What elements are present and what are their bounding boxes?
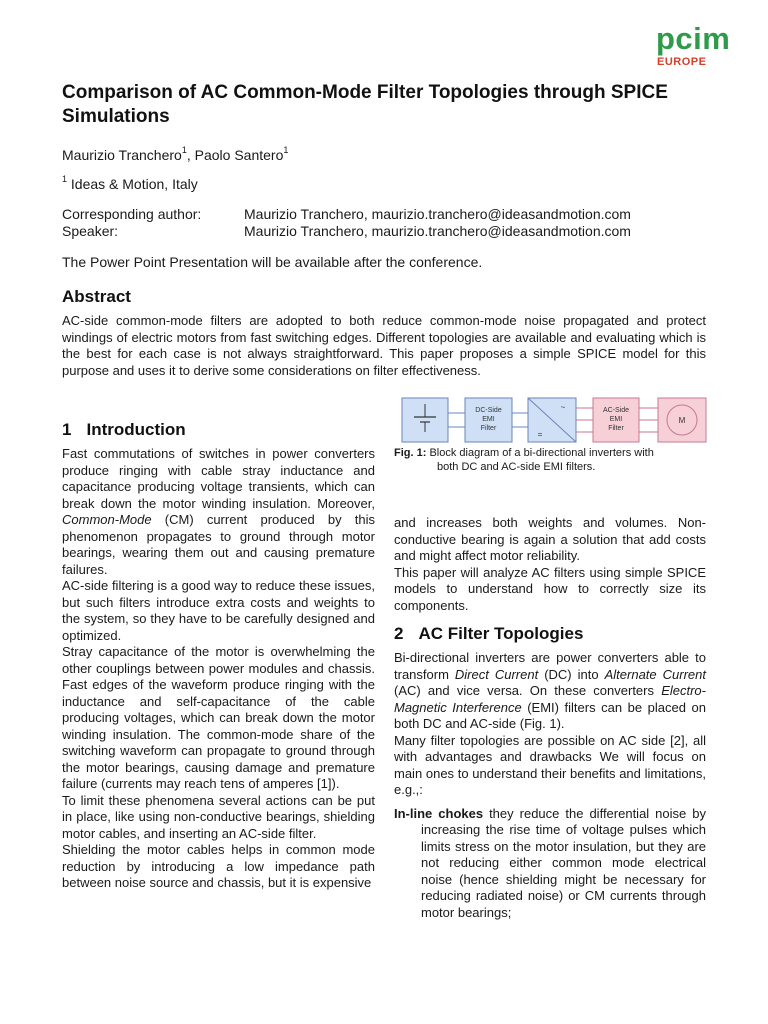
speaker-label: Speaker:: [62, 223, 119, 239]
author-2-affiliation-mark: 1: [283, 145, 289, 156]
pcim-logo: pcim: [656, 21, 731, 56]
presentation-notice: The Power Point Presentation will be available after the conference.: [62, 254, 483, 270]
corresponding-author-value: Maurizio Tranchero, maurizio.tranchero@ideasandmotion.com: [244, 206, 631, 222]
ac-filter-label-1: AC-Side: [602, 407, 630, 414]
authors: [62, 147, 288, 164]
topologies-paragraph-1: Bi-directional inverters are power converters able to transform Direct Current (DC) into Alternate Current (AC) and vice versa. On these converters Electro-Magnetic Interference (EMI) filters can be placed on both DC and AC-side (Fig. 1).: [394, 650, 706, 731]
ac-filter-label-2: EMI: [609, 416, 623, 423]
introduction-right-column: [394, 515, 706, 614]
dc-filter-label-1: DC-Side: [475, 407, 502, 414]
topologies-paragraph-2: Many filter topologies are possible on AC side [2], all with advantages and drawbacks We will focus on main ones to understand their benefits and limitations, e.g.,:: [394, 732, 706, 797]
figure-1-block-diagram: [400, 396, 712, 444]
pcim-logo-europe: EUROPE: [657, 56, 707, 68]
author-separator: ,: [186, 147, 195, 163]
dc-filter-label-3: Filter: [480, 425, 497, 432]
ac-filter-topologies-text: [394, 650, 706, 921]
ac-filter-label-3: Filter: [608, 425, 624, 432]
intro-paragraph-1: Fast commutations of switches in power converters produce ringing with cable stray inductance and capacitance producing voltage transients, which can break down the motor winding insulation. Moreover, Common-Mode (CM) current produced by this phenomenon propagates to ground through motor bearings, wearing them out and causing premature failures.: [62, 446, 375, 577]
author-1: Maurizio Tranchero: [62, 147, 182, 163]
section-2-number: 2: [394, 624, 404, 643]
in-line-chokes-item: In-line chokes they reduce the differential noise by increasing the rise time of voltage pulses which limits stress on the motor insulation, but they are not reducing either common mode electrical noise (hence shielding might be necessary for reducing radiated noise) or CM currents through motor bearings;: [394, 805, 706, 920]
author-2: Paolo Santero: [194, 147, 284, 163]
affiliation-mark: 1: [62, 174, 68, 185]
introduction-left-column: [62, 446, 375, 892]
section-1-title: Introduction: [86, 420, 186, 439]
author-1-affiliation-mark: 1: [181, 145, 187, 156]
affiliation-text: Ideas & Motion, Italy: [67, 176, 198, 192]
motor-label: M: [678, 416, 686, 425]
intro-paragraph-5-continued: and increases both weights and volumes. Non-conductive bearing is again a solution that add costs and might affect motor reliability.: [394, 515, 706, 563]
caption-label: Fig. 1:: [394, 447, 427, 459]
dc-filter-label-2: EMI: [482, 416, 495, 423]
inverter-ac-symbol: ~: [560, 403, 566, 412]
affiliation: [62, 176, 198, 193]
abstract-heading: Abstract: [62, 287, 131, 306]
in-line-chokes-term: In-line chokes: [394, 805, 484, 821]
figure-1-caption: [394, 446, 714, 474]
paper-title: Comparison of AC Common-Mode Filter Topologies through SPICE Simulations: [62, 82, 668, 127]
intro-paragraph-3: Stray capacitance of the motor is overwhelming the other couplings between power modules and chassis. Fast edges of the waveform produce ringing with the inductance and self-capacitance of the cable producing voltages, which can break down the motor winding insulation. The common-mode share of the switching waveform can propagate to ground through the motor bearings, causing damage and premature failure (currents may reach tens of amperes [1]).: [62, 644, 375, 791]
caption-line-2: both DC and AC-side EMI filters.: [437, 461, 596, 473]
intro-paragraph-2: AC-side filtering is a good way to reduce these issues, but such filters introduce extra costs and weights to the system, so they have to be carefully designed and optimized.: [62, 578, 375, 643]
intro-paragraph-4: To limit these phenomena several actions can be put in place, like using non-conductive bearings, shielding motor cables, and inserting an AC-side filter.: [62, 792, 375, 841]
intro-paragraph-6: This paper will analyze AC filters using simple SPICE models to understand how to correctly size its components.: [394, 564, 706, 613]
intro-paragraph-5: Shielding the motor cables helps in common mode reduction by introducing a low impedance path between noise source and chassis, but it is expensive: [62, 842, 375, 890]
section-1-number: 1: [62, 420, 72, 439]
inverter-dc-symbol: =: [537, 430, 543, 439]
section-2-title: AC Filter Topologies: [418, 624, 584, 643]
section-1-heading: [62, 420, 186, 440]
term-common-mode: Common-Mode: [62, 512, 152, 527]
caption-line-1: Block diagram of a bi-directional inverters with: [426, 447, 654, 459]
section-2-heading: [394, 624, 583, 644]
speaker-value: Maurizio Tranchero, maurizio.tranchero@ideasandmotion.com: [244, 223, 631, 239]
abstract-text: AC-side common-mode filters are adopted to both reduce common-mode noise propagated and protect windings of electric motors from fast switching edges. Different topologies are available and evaluating which is the best for each case is not always straightforward. This paper proposes a simple SPICE model for this purpose and uses it to derive some considerations on filter effectiveness.: [62, 313, 706, 378]
corresponding-author-label: Corresponding author:: [62, 206, 202, 222]
